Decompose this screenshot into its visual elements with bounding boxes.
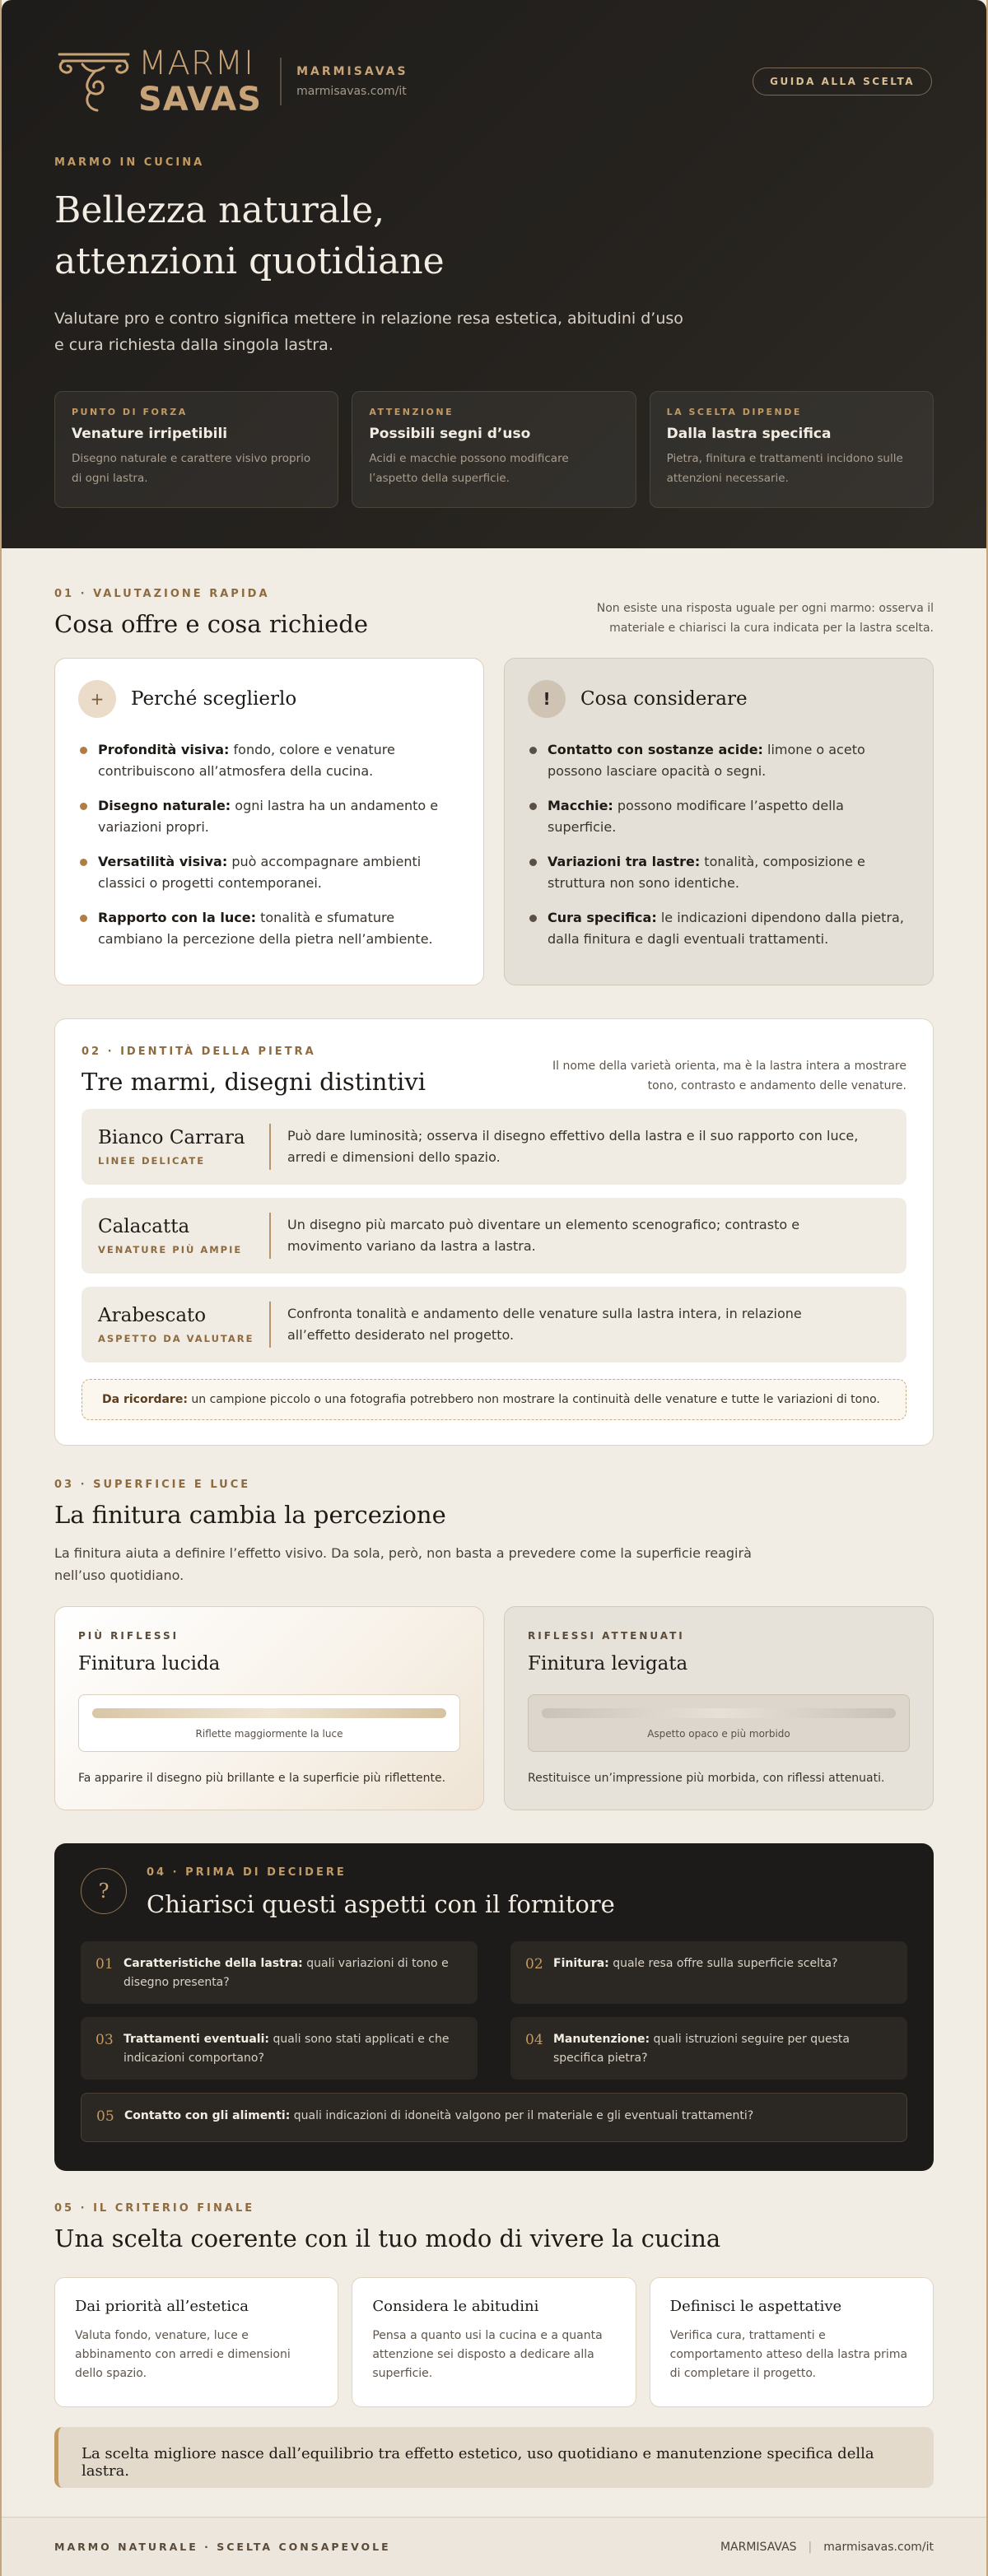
section-title: Tre marmi, disegni distintivi	[82, 1068, 426, 1096]
stone-tag: ASPETTO DA VALUTARE	[98, 1333, 254, 1344]
item-label: Versatilità visiva:	[98, 854, 228, 869]
brand-url[interactable]: marmisavas.com/it	[296, 85, 407, 98]
finish-note: Restituisce un’impressione più morbida, con riflessi attenuati.	[528, 1772, 885, 1785]
cons-list	[528, 739, 910, 950]
stone-description: Confronta tonalità e andamento delle venature sulla lastra intera, in relazione all’effetto desiderato nel progetto.	[287, 1306, 802, 1343]
section-header	[81, 1866, 907, 1918]
item-label: Contatto con sostanze acide:	[548, 742, 763, 757]
hero-card-title: Venature irripetibili	[72, 426, 228, 442]
question-label: Manutenzione:	[553, 2033, 650, 2046]
logo-line2: SAVAS	[138, 81, 263, 119]
finish-sample	[78, 1694, 460, 1752]
hero-title-line1: Bellezza naturale,	[54, 189, 385, 231]
item-text: ogni lastra ha un andamento e variazioni propri.	[98, 798, 439, 835]
criterion-card	[650, 2277, 934, 2407]
question-text	[124, 2030, 463, 2068]
section-title: Cosa offre e cosa richiede	[54, 610, 369, 638]
item-label: Cura specifica:	[548, 910, 657, 925]
topbar	[54, 46, 934, 117]
section-eyebrow: 01 · VALUTAZIONE RAPIDA	[54, 588, 270, 600]
section-title: Chiarisci questi aspetti con il fornitore	[147, 1890, 615, 1918]
stone-name-wrap	[98, 1302, 271, 1348]
panel-title: Cosa considerare	[580, 688, 748, 710]
footer-meta	[720, 2541, 934, 2554]
pros-cons	[54, 658, 934, 985]
item-text: tonalità, composizione e struttura non sono identiche.	[548, 854, 865, 891]
list-item	[528, 851, 910, 894]
section-note: Non esiste una risposta uguale per ogni marmo: osserva il materiale e chiarisci la cura indicata per la lastra scelta.	[596, 602, 934, 635]
stone-description: Un disegno più marcato può diventare un elemento scenografico; contrasto e movimento variano da lastra a lastra.	[287, 1217, 800, 1254]
section-note: Il nome della varietà orienta, ma è la lastra intera a mostrare tono, contrasto e andamento delle venature.	[552, 1060, 906, 1092]
question-body: quali sono stati applicati e che indicazioni comportano?	[124, 2033, 450, 2065]
stone-name: Arabescato	[98, 1305, 207, 1326]
hero-card-eyebrow: ATTENZIONE	[369, 407, 454, 417]
question-number: 03	[96, 2032, 114, 2048]
finish-card-polished	[54, 1606, 484, 1810]
footer	[2, 2517, 986, 2576]
question-body: quali variazioni di tono e disegno presenta?	[124, 1957, 449, 1989]
column-capital-logo-icon	[54, 46, 133, 117]
list-item	[528, 795, 910, 838]
question-label: Caratteristiche della lastra:	[124, 1957, 303, 1970]
criterion-text: Pensa a quanto usi la cucina e a quanta attenzione sei disposto a dedicare alla superficie.	[372, 2329, 603, 2380]
final-quote: La scelta migliore nasce dall’equilibrio tra effetto estetico, uso quotidiano e manutenzione specifica della lastra.	[54, 2427, 934, 2488]
finish-sample	[528, 1694, 910, 1752]
question-body: quali istruzioni seguire per questa specifica pietra?	[553, 2033, 850, 2065]
question-number: 04	[525, 2032, 543, 2048]
criterion-title: Considera le abitudini	[372, 2298, 539, 2315]
question-label: Finitura:	[553, 1957, 609, 1970]
reminder-label: Da ricordare:	[102, 1393, 188, 1406]
reminder-note	[82, 1379, 906, 1420]
finish-note: Fa apparire il disegno più brillante e la superficie più riflettente.	[78, 1772, 446, 1785]
criterion-title: Definisci le aspettative	[669, 2298, 842, 2315]
question-item	[81, 2017, 478, 2080]
brand-name: MARMISAVAS	[296, 65, 408, 78]
section-final-criterion	[2, 2171, 986, 2488]
criterion-card	[352, 2277, 636, 2407]
brand[interactable]	[54, 46, 408, 117]
pros-list	[78, 739, 460, 950]
item-label: Profondità visiva:	[98, 742, 230, 757]
sample-swatch	[542, 1708, 896, 1718]
hero-card-strength	[54, 391, 338, 508]
stone-row-bianco-carrara	[82, 1109, 906, 1185]
question-item	[81, 1941, 478, 2004]
hero-card-eyebrow: PUNTO DI FORZA	[72, 407, 188, 417]
criterion-card	[54, 2277, 338, 2407]
logo-line1: MARMI	[138, 44, 254, 82]
finish-eyebrow: PIÙ RIFLESSI	[78, 1630, 179, 1642]
brand-meta	[296, 65, 408, 98]
item-text: limone o aceto possono lasciare opacità o segni.	[548, 742, 865, 779]
question-text	[124, 2107, 753, 2126]
logo-wordmark	[138, 44, 263, 119]
item-text: può accompagnare ambienti classici o progetti contemporanei.	[98, 854, 422, 891]
panel-title: Perché sceglierlo	[131, 688, 297, 710]
footer-separator: |	[808, 2540, 813, 2554]
guide-button[interactable]: GUIDA ALLA SCELTA	[753, 68, 932, 95]
question-text	[553, 1954, 837, 1973]
item-text: possono modificare l’aspetto della superficie.	[548, 798, 844, 835]
list-item	[528, 739, 910, 782]
sample-label: Aspetto opaco e più morbido	[647, 1728, 790, 1740]
stone-row-arabescato	[82, 1287, 906, 1363]
criteria-cards	[54, 2277, 934, 2407]
question-number: 05	[96, 2108, 114, 2125]
question-body: quale resa offre sulla superficie scelta?	[608, 1957, 838, 1970]
panel-head	[528, 680, 910, 718]
stone-tag: LINEE DELICATE	[98, 1155, 206, 1167]
question-text	[124, 1954, 463, 1992]
section-eyebrow: 02 · IDENTITÀ DELLA PIETRA	[82, 1046, 316, 1058]
list-item	[78, 795, 460, 838]
hero-title-line2: attenzioni quotidiane	[54, 240, 445, 282]
section-before-deciding	[54, 1843, 934, 2171]
hero-card-text: Pietra, finitura e trattamenti incidono sulle attenzioni necessarie.	[666, 452, 903, 485]
stone-row-calacatta	[82, 1198, 906, 1274]
finish-eyebrow: RIFLESSI ATTENUATI	[528, 1630, 685, 1642]
question-number: 02	[525, 1956, 543, 1973]
brand-divider	[280, 58, 282, 105]
footer-brand: MARMISAVAS	[720, 2540, 797, 2554]
hero-title	[54, 185, 631, 287]
panel-head	[78, 680, 460, 718]
stone-name: Bianco Carrara	[98, 1127, 245, 1148]
section-header	[82, 1046, 906, 1096]
sample-swatch	[92, 1708, 446, 1718]
item-label: Variazioni tra lastre:	[548, 854, 701, 869]
criterion-title: Dai priorità all’estetica	[75, 2298, 249, 2315]
stone-name: Calacatta	[98, 1216, 190, 1237]
hero-cards	[54, 391, 934, 508]
finish-title: Finitura lucida	[78, 1653, 221, 1675]
question-item	[510, 2017, 907, 2080]
question-grid	[81, 1941, 907, 2142]
section-quick-evaluation	[2, 548, 986, 985]
exclamation-icon: !	[528, 680, 566, 718]
finish-card-honed	[504, 1606, 934, 1810]
finish-cards	[54, 1606, 934, 1810]
item-label: Rapporto con la luce:	[98, 910, 257, 925]
hero-card-text: Disegno naturale e carattere visivo proprio di ogni lastra.	[72, 452, 311, 485]
question-body: quali indicazioni di idoneità valgono per il materiale e gli eventuali trattamenti?	[290, 2109, 754, 2122]
item-text: fondo, colore e venature contribuiscono all’atmosfera della cucina.	[98, 742, 395, 779]
stone-name-wrap	[98, 1124, 271, 1170]
criterion-text: Valuta fondo, venature, luce e abbinamento con arredi e dimensioni dello spazio.	[75, 2329, 291, 2380]
hero-card-title: Possibili segni d’uso	[369, 426, 531, 442]
stone-name-wrap	[98, 1213, 271, 1259]
section-surface-light	[2, 1446, 986, 1810]
section-stone-identity	[54, 1018, 934, 1446]
footer-tagline: MARMO NATURALE · SCELTA CONSAPEVOLE	[54, 2541, 391, 2553]
criterion-text: Verifica cura, trattamenti e comportamento atteso della lastra prima di completare il progetto.	[669, 2329, 908, 2380]
section-title: Una scelta coerente con il tuo modo di vivere la cucina	[54, 2224, 721, 2252]
finish-title: Finitura levigata	[528, 1653, 688, 1675]
item-text: le indicazioni dipendono dalla pietra, dalla finitura e dagli eventuali trattamenti.	[548, 910, 904, 947]
item-label: Disegno naturale:	[98, 798, 231, 813]
item-text: tonalità e sfumature cambiano la percezione della pietra nell’ambiente.	[98, 910, 433, 947]
hero-card-eyebrow: LA SCELTA DIPENDE	[666, 407, 802, 417]
hero-card-text: Acidi e macchie possono modificare l’aspetto della superficie.	[369, 452, 569, 485]
hero-card-choice	[650, 391, 934, 508]
list-item	[78, 851, 460, 894]
list-item	[78, 907, 460, 950]
section-eyebrow: 03 · SUPERFICIE E LUCE	[54, 1479, 251, 1491]
question-label: Contatto con gli alimenti:	[124, 2109, 291, 2122]
sample-label: Riflette maggiormente la luce	[195, 1728, 343, 1740]
question-text	[553, 2030, 892, 2068]
hero	[2, 0, 986, 548]
section-header	[54, 588, 934, 638]
section-eyebrow: 04 · PRIMA DI DECIDERE	[147, 1866, 347, 1879]
list-item	[78, 739, 460, 782]
list-item	[528, 907, 910, 950]
stone-tag: VENATURE PIÙ AMPIE	[98, 1244, 243, 1255]
hero-card-title: Dalla lastra specifica	[666, 426, 832, 442]
hero-card-attention	[352, 391, 636, 508]
question-item	[81, 2093, 907, 2142]
cons-panel	[504, 658, 934, 985]
stone-description: Può dare luminosità; osserva il disegno effettivo della lastra e il suo rapporto con luce, arredi e dimensioni dello spazio.	[287, 1128, 859, 1165]
question-item	[510, 1941, 907, 2004]
question-label: Trattamenti eventuali:	[124, 2033, 269, 2046]
item-label: Macchie:	[548, 798, 613, 813]
section-title: La finitura cambia la percezione	[54, 1501, 446, 1529]
reminder-text: un campione piccolo o una fotografia potrebbero non mostrare la continuità delle venature e tutte le variazioni di tono.	[187, 1393, 880, 1406]
section-lead: La finitura aiuta a definire l’effetto visivo. Da sola, però, non basta a prevedere come la superficie reagirà nell’uso quotidiano.	[54, 1545, 752, 1583]
plus-icon: +	[78, 680, 116, 718]
question-number: 01	[96, 1956, 114, 1973]
hero-eyebrow: MARMO IN CUCINA	[54, 156, 205, 169]
hero-lead: Valutare pro e contro significa mettere in relazione resa estetica, abitudini d’uso e cura richiesta dalla singola lastra.	[54, 310, 683, 354]
footer-url[interactable]: marmisavas.com/it	[823, 2540, 934, 2554]
question-icon: ?	[81, 1868, 127, 1914]
section-eyebrow: 05 · IL CRITERIO FINALE	[54, 2202, 255, 2215]
pros-panel	[54, 658, 484, 985]
